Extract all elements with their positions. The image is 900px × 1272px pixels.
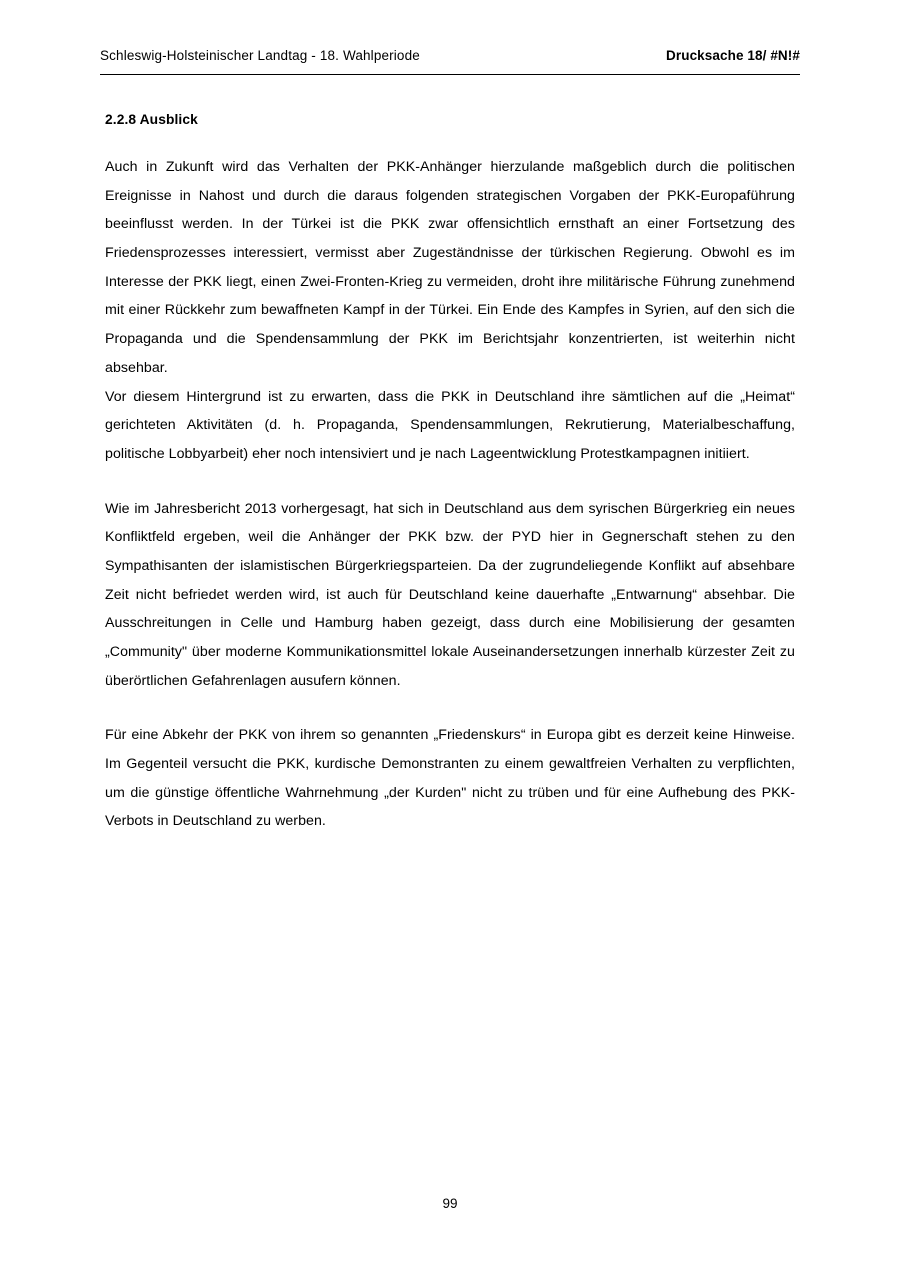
paragraph-3: Wie im Jahresbericht 2013 vorhergesagt, hat sich in Deutschland aus dem syrischen Bürgerkrieg ein neues Konfliktfeld ergeben, weil die Anhänger der PKK bzw. der PYD hier in Gegnerschaft stehen zu den Sympathisanten der islamistischen Bürgerkriegsparteien. Da der zugrundeliegende Konflikt auf absehbare Zeit nicht befriedet werden wird, ist auch für Deutschland keine dauerhafte „Entwarnung“ absehbar. Die Ausschreitungen in Celle und Hamburg haben gezeigt, dass durch eine Mobilisierung der gesamten „Community" über moderne Kommunikationsmittel lokale Auseinandersetzungen innerhalb kürzester Zeit zu überörtlichen Gefahrenlagen ausufern können.	[105, 500, 795, 689]
header-left-text: Schleswig-Holsteinischer Landtag - 18. Wahlperiode	[100, 48, 420, 63]
header-right-text: Drucksache 18/ #N!#	[666, 48, 800, 63]
paragraph-4: Für eine Abkehr der PKK von ihrem so genannten „Friedenskurs“ in Europa gibt es derzeit keine Hinweise. Im Gegenteil versucht die PKK, kurdische Demonstranten zu einem gewaltfreien Verhalten zu verpflichten, um die günstige öffentliche Wahrnehmung „der Kurden" nicht zu trüben und für eine Aufhebung des PKK-Verbots in Deutschland zu werben.	[105, 727, 795, 830]
page-title: 2.2.8 Ausblick	[105, 112, 198, 127]
document-content	[105, 112, 795, 836]
header-divider	[100, 74, 800, 75]
paragraph-1: Auch in Zukunft wird das Verhalten der PKK-Anhänger hierzulande maßgeblich durch die politischen Ereignisse in Nahost und durch die daraus folgenden strategischen Vorgaben der PKK-Europaführung beeinflusst werden. In der Türkei ist die PKK zwar offensichtlich ernsthaft an einer Fortsetzung des Friedensprozesses interessiert, vermisst aber Zugeständnisse der türkischen Regierung. Obwohl es im Interesse der PKK liegt, einen Zwei-Fronten-Krieg zu vermeiden, droht ihre militärische Führung zunehmend mit einer Rückkehr zum bewaffneten Kampf in der Türkei. Ein Ende des Kampfes in Syrien, auf den sich die Propaganda und die Spendensammlung der PKK im Berichtsjahr konzentrierten, ist weiterhin nicht absehbar.	[105, 159, 795, 376]
page-header	[100, 48, 800, 63]
page-number: 99	[442, 1196, 458, 1211]
paragraph-2: Vor diesem Hintergrund ist zu erwarten, dass die PKK in Deutschland ihre sämtlichen auf die „Heimat“ gerichteten Aktivitäten (d. h. Propaganda, Spendensammlungen, Rekrutierung, Materialbeschaffung, politische Lobbyarbeit) eher noch intensiviert und je nach Lageentwicklung Protestkampagnen initiiert.	[105, 388, 795, 462]
